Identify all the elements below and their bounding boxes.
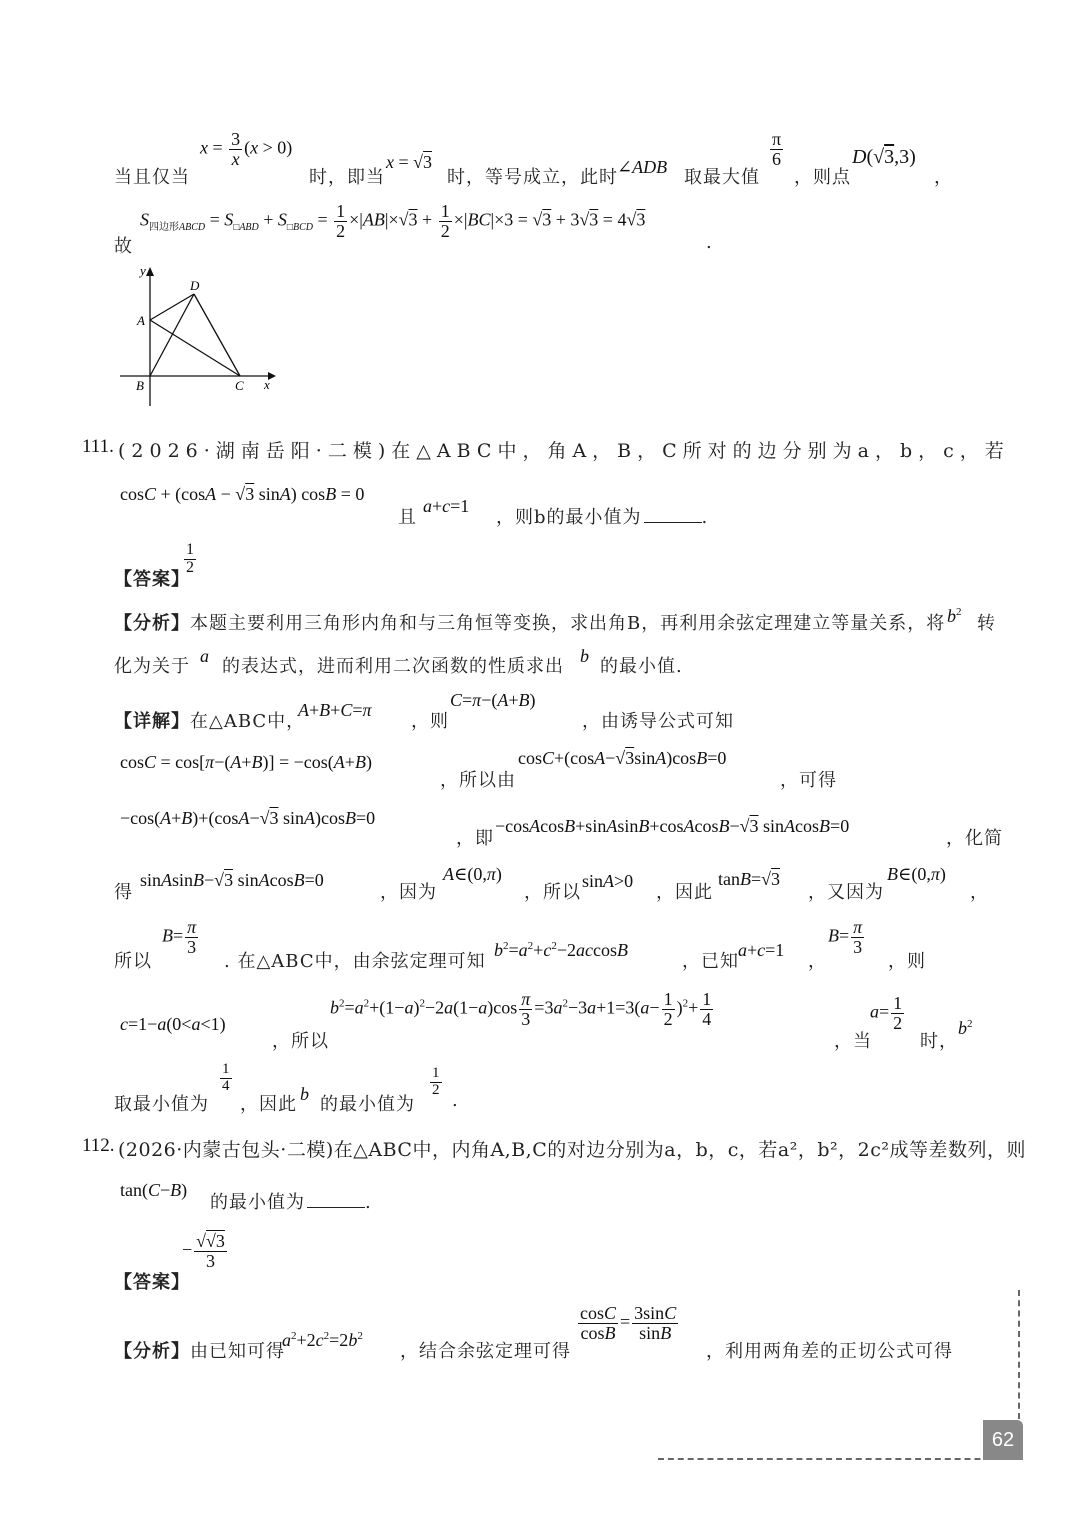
math-point-d: D(√3,3): [852, 146, 916, 168]
text-qu-zuidazhi: 取最大值: [684, 167, 760, 188]
label-c: C: [235, 378, 244, 393]
text-zedian: ，则点: [794, 167, 851, 188]
page-border-dashed-horizontal: [658, 1458, 1020, 1460]
label-y: y: [140, 263, 146, 278]
label-b: B: [136, 378, 144, 393]
xj111-r4m2: A∈(0,π): [443, 864, 502, 884]
text-gu: 故: [114, 236, 133, 257]
fx111-b: b: [580, 646, 589, 666]
text-dangqie: 当且仅当: [114, 167, 190, 188]
xj111-r5c: ，已知: [682, 951, 739, 972]
fx112-t2: ，结合余弦定理可得: [400, 1341, 571, 1362]
math-area-formula: $S_{四边形ABCD} = S_{□ABD} + S_{□BCD}$ = $\frac{1}{2}$ ×|AB|×√3 + $\frac{1}{2}$ ×|BC|×3 = √3 + 3√3 = 4√3: [140, 201, 646, 241]
xj111-r7c: 的最小值为: [320, 1094, 415, 1115]
ans111-label: 【答案】: [114, 569, 190, 590]
xj111-r4m5: B∈(0,π): [887, 864, 946, 884]
xj111-r5e: ，则: [888, 951, 926, 972]
fx111-l2c: 的最小值.: [600, 656, 683, 677]
q111-intro: (2026·湖南岳阳·二模)在△ABC中，角A，B，C所对的边分别为a，b，c，若: [118, 440, 1010, 462]
q111-blank: [644, 521, 702, 523]
xj111-r4m3: sinA>0: [582, 871, 634, 891]
ans111-value: $\frac{1}{2}$: [186, 541, 194, 576]
q112-blank: [307, 1206, 365, 1208]
q111-number: 111.: [82, 436, 114, 457]
fx112-m1: $a^2+2c^2=2b^2$: [282, 1330, 363, 1350]
page-number: 62: [983, 1420, 1023, 1460]
xj111-r3m1: −cos(A+B)+(cosA−√3 sinA)cosB=0: [120, 808, 376, 828]
six-den: 6: [772, 148, 782, 169]
fx111-l2b: 的表达式，进而利用二次函数的性质求出: [222, 656, 564, 677]
xj111-r4b: ，因为: [380, 882, 437, 903]
xj111-r7a: 取最小值为: [114, 1094, 209, 1115]
label-d: D: [190, 278, 200, 293]
text-shi-jidang: 时，即当: [309, 167, 385, 188]
ans112-label: 【答案】: [114, 1272, 190, 1293]
fx111-l2a: 化为关于: [114, 656, 190, 677]
math-x-eq-3-over-x: x = $\frac{3}{x}$ (x > 0): [200, 129, 293, 169]
xj111-r3b: ，化简: [946, 828, 1003, 849]
xj111-r7m1: $\frac{1}{4}$: [222, 1061, 230, 1094]
xj111-r1a: 【详解】在△ABC中，: [114, 711, 306, 732]
xj111-r5m4: B= $\frac{\pi}{3}$: [828, 917, 863, 957]
fx111-a: a: [200, 646, 209, 666]
xj111-r5a: 所以: [114, 951, 152, 972]
xj111-r1b: ，则: [411, 711, 449, 732]
xj111-r5m2: $b^2=a^2+c^2-2accosB$: [494, 940, 628, 960]
xj111-r5b: . 在△ABC中，由余弦定理可知: [224, 951, 486, 972]
xj111-r2a: ，所以由: [440, 770, 516, 791]
xj111-r3a: ，即: [456, 828, 494, 849]
segment-dc: [194, 294, 240, 376]
xj111-r7m3: $\frac{1}{2}$: [432, 1065, 440, 1098]
xj111-r6m4: $b^2$: [958, 1018, 973, 1038]
segment-ac: [150, 320, 240, 376]
label-x: x: [264, 377, 270, 392]
q111-and: 且: [398, 507, 417, 528]
label-a: A: [137, 313, 145, 328]
xj111-r4m4: tanB=√3: [718, 869, 781, 889]
xj111-r4c: ，所以: [524, 882, 581, 903]
fx111-b2: $b^2$: [947, 606, 962, 626]
xj111-r4a: 得: [114, 882, 133, 903]
xj111-r4d: ，因此: [656, 882, 713, 903]
fx111-zhuan: 转: [977, 613, 996, 634]
fx112-m2: $\frac{\cos C}{\cos B}$ = $\frac{3\sin C}{\sin B}$: [580, 1303, 677, 1343]
xj111-r5m1: B= $\frac{\pi}{3}$: [162, 917, 197, 957]
math-pi-over-6: [768, 130, 785, 169]
xj111-r4m1: sinAsinB−√3 sinAcosB=0: [140, 870, 324, 890]
xj111-r4e: ，又因为: [808, 882, 884, 903]
xj111-r1c: ，由诱导公式可知: [582, 711, 734, 732]
xj111-r3m2: −cosAcosB+sinAsinB+cosAcosB−√3 sinAcosB=0: [495, 816, 850, 836]
xj111-r6m1: c=1−a(0<a<1): [120, 1014, 226, 1034]
xj111-r6m2: $b^2=a^2+(1-a)^2-2a(1-a)\cos$ $\frac{\pi}{3}$ $=3a^2-3a+1=3(a-$ $\frac{1}{2}$ )$^2$+ $\frac{1}{4}$: [330, 989, 712, 1029]
q112-ask: 的最小值为 .: [210, 1192, 372, 1213]
xj111-r6a: ，所以: [272, 1031, 329, 1052]
coordinate-figure: [110, 262, 280, 410]
q112-number: 112.: [82, 1135, 115, 1156]
q112-tan: tan(C−B): [120, 1180, 188, 1200]
xj111-r4f: ，: [970, 882, 989, 903]
text-period: .: [706, 232, 713, 253]
xj111-r7m2: b: [300, 1084, 309, 1104]
q111-condition2: a+c=1: [423, 496, 470, 516]
xj111-r2m1: cosC = cos[π−(A+B)] = −cos(A+B): [120, 752, 372, 772]
pi-num: π: [772, 129, 782, 149]
xj111-r1m1: A+B+C=π: [298, 700, 372, 720]
q112-intro: (2026·内蒙古包头·二模)在△ABC中，内角A,B,C的对边分别为a，b，c，若a²，b²，2c²成等差数列，则: [118, 1139, 1026, 1161]
y-axis-arrow: [146, 267, 154, 276]
xj111-r6c: 时，: [920, 1031, 958, 1052]
xj111-r6m3: a= $\frac{1}{2}$: [870, 993, 903, 1033]
xj111-r2b: ，可得: [780, 770, 837, 791]
xj111-r1m2: C=π−(A+B): [450, 690, 536, 710]
xj111-r6b: ，当: [834, 1031, 872, 1052]
text-dengha: 时，等号成立，此时: [447, 167, 618, 188]
q111-condition: cosC + (cosA − √3 sinA) cosB = 0: [120, 484, 365, 504]
ans112-value: − $\frac{√√3}{3}$: [182, 1231, 225, 1271]
fx112-t3: ，利用两角差的正切公式可得: [706, 1341, 953, 1362]
xj111-r5d: ，: [808, 951, 827, 972]
q111-ask: ，则b的最小值为 .: [496, 507, 709, 528]
xj111-r7d: .: [452, 1090, 459, 1111]
fx112-t1: 【分析】由已知可得: [114, 1341, 285, 1362]
math-x-eq-sqrt3: x = √3: [386, 152, 433, 172]
math-angle-adb: ∠ADB: [617, 157, 668, 177]
xj111-r7b: ，因此: [240, 1094, 297, 1115]
text-comma: ，: [934, 167, 953, 188]
fx111-line1: 【分析】本题主要利用三角形内角和与三角恒等变换，求出角B，再利用余弦定理建立等量关系，将: [114, 613, 946, 634]
xj111-r5m3: a+c=1: [738, 940, 785, 960]
xj111-r2m2: cosC+(cosA−√3sinA)cosB=0: [518, 748, 727, 768]
